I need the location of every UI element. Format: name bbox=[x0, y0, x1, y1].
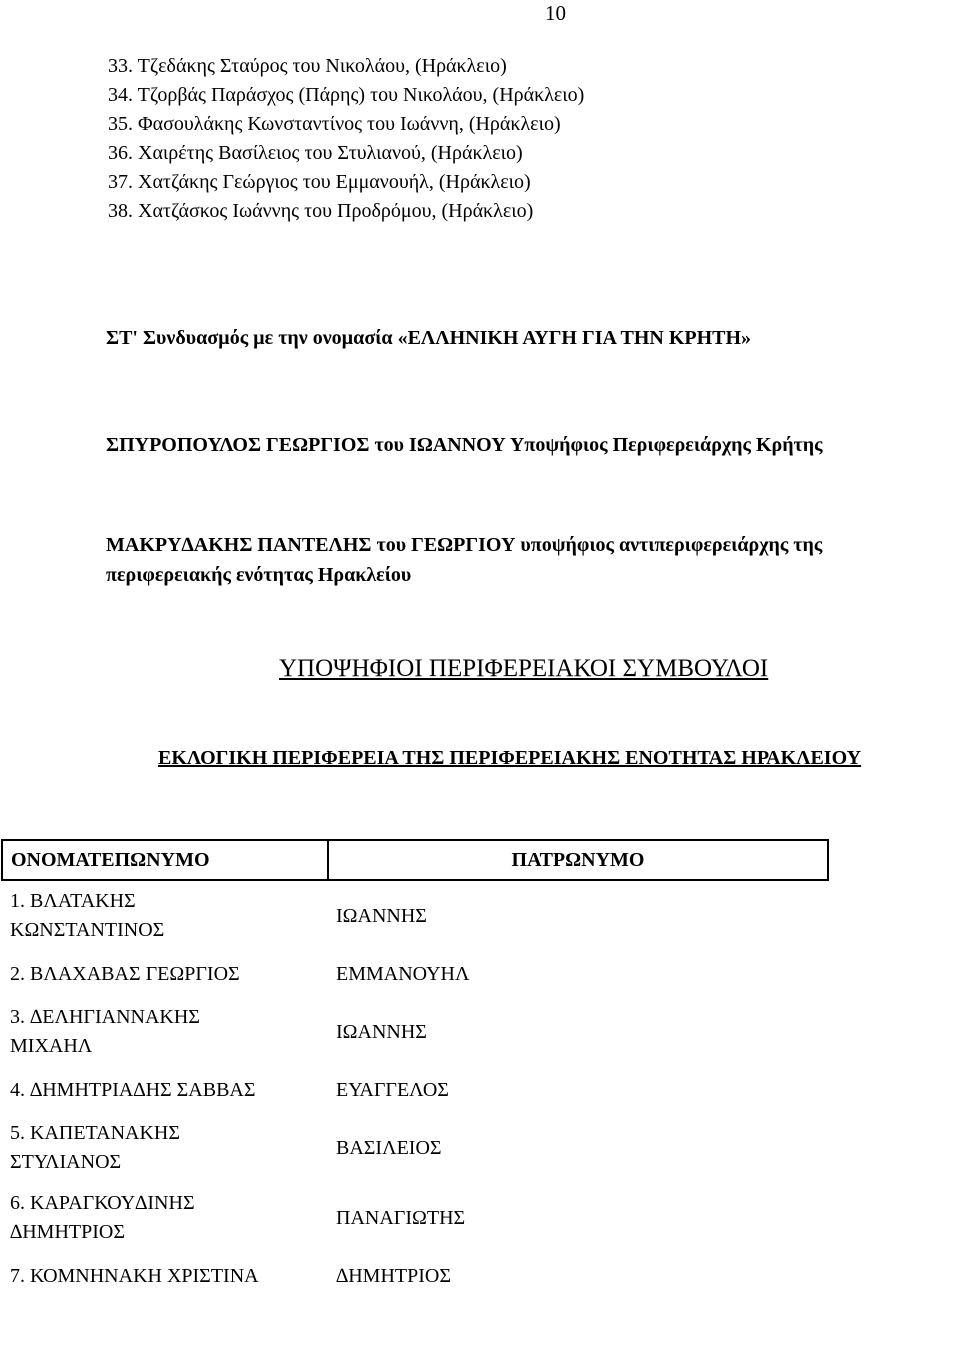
district-title: ΕΚΛΟΓΙΚΗ ΠΕΡΙΦΕΡΕΙΑ ΤΗΣ ΠΕΡΙΦΕΡΕΙΑΚΗΣ ΕΝΟΤΗΤΑΣ ΗΡΑΚΛΕΙΟΥ bbox=[158, 747, 862, 769]
table-row bbox=[2, 951, 828, 997]
vice-governor-line: περιφερειακής ενότητας Ηρακλείου bbox=[106, 564, 412, 586]
vice-governor-candidate bbox=[106, 530, 822, 590]
vice-governor-line: ΜΑΚΡΥ∆ΑΚΗΣ ΠΑΝΤΕΛΗΣ του ΓΕΩΡΓΙΟΥ υποψήφιος αντιπεριφερειάρχης της bbox=[106, 534, 823, 556]
list-item: 36. Χαιρέτης Βασίλειος του Στυλιανού, (Ηράκλειο) bbox=[108, 142, 523, 164]
patronymic-cell: ΙΩΑΝΝΗΣ bbox=[336, 1020, 427, 1043]
table-row bbox=[2, 1253, 828, 1299]
header-patronymic: ΠΑΤΡΩΝΥΜΟ bbox=[328, 840, 828, 880]
patronymic-cell: ΠΑΝΑΓΙΩΤΗΣ bbox=[336, 1206, 466, 1229]
name-cell: 7. ΚΟΜΝΗΝΑΚΗ ΧΡΙΣΤΙΝΑ bbox=[10, 1264, 259, 1287]
list-item: 38. Χατζάσκος Ιωάννης του Προδρόμου, (Ηράκλειο) bbox=[108, 200, 534, 222]
table-row bbox=[2, 1067, 828, 1113]
patronymic-cell: ΙΩΑΝΝΗΣ bbox=[336, 904, 427, 927]
council-candidates-table bbox=[1, 839, 829, 1299]
table-row bbox=[2, 880, 828, 951]
name-cell: 4. ∆ΗΜΗΤΡΙΑ∆ΗΣ ΣΑΒΒΑΣ bbox=[10, 1078, 256, 1101]
patronymic-cell: ΕΜΜΑΝΟΥΗΛ bbox=[336, 962, 470, 985]
table-row bbox=[2, 1183, 828, 1253]
list-item: 33. Τζεδάκης Σταύρος του Νικολάου, (Ηράκλειο) bbox=[108, 55, 507, 77]
section-title: ΥΠΟΨΗΦΙΟΙ ΠΕΡΙΦΕΡΕΙΑΚΟΙ ΣΥΜΒΟΥΛΟΙ bbox=[279, 655, 769, 682]
header-name: ΟΝΟΜΑΤΕΠΩΝΥΜΟ bbox=[2, 840, 328, 880]
page-number: 10 bbox=[545, 1, 566, 25]
patronymic-cell: ΒΑΣΙΛΕΙΟΣ bbox=[336, 1136, 442, 1159]
coalition-heading: ΣΤ' Συνδυασµός µε την ονοµασία «ΕΛΛΗΝΙΚΗ ΑΥΓΗ ΓΙΑ ΤΗΝ ΚΡΗΤΗ» bbox=[106, 327, 752, 349]
name-cell: 5. ΚΑΠΕΤΑΝΑΚΗΣ ΣΤΥΛΙΑΝΟΣ bbox=[10, 1122, 181, 1173]
list-item: 37. Χατζάκης Γεώργιος του Εμμανουήλ, (Ηράκλειο) bbox=[108, 171, 531, 193]
list-item: 34. Τζορβάς Παράσχος (Πάρης) του Νικολάου, (Ηράκλειο) bbox=[108, 84, 585, 106]
regional-governor-candidate: ΣΠΥΡΟΠΟΥΛΟΣ ΓΕΩΡΓΙΟΣ του ΙΩΑΝΝΟΥ Υποψήφιος Περιφερειάρχης Κρήτης bbox=[106, 434, 823, 456]
patronymic-cell: ∆ΗΜΗΤΡΙΟΣ bbox=[336, 1264, 451, 1287]
name-cell: 6. ΚΑΡΑΓΚΟΥ∆ΙΝΗΣ ∆ΗΜΗΤΡΙΟΣ bbox=[10, 1192, 195, 1243]
name-cell: 3. ∆ΕΛΗΓΙΑΝΝΑΚΗΣ ΜΙΧΑΗΛ bbox=[10, 1006, 200, 1057]
table-row bbox=[2, 997, 828, 1067]
table-row bbox=[2, 1113, 828, 1183]
candidate-list bbox=[108, 52, 584, 226]
list-item: 35. Φασουλάκης Κωνσταντίνος του Ιωάννη, (Ηράκλειο) bbox=[108, 113, 561, 135]
patronymic-cell: ΕΥΑΓΓΕΛΟΣ bbox=[336, 1078, 449, 1101]
table-header-row bbox=[2, 840, 828, 880]
name-cell: 2. ΒΛΑΧΑΒΑΣ ΓΕΩΡΓΙΟΣ bbox=[10, 962, 240, 985]
name-cell: 1. ΒΛΑΤΑΚΗΣ ΚΩΝΣΤΑΝΤΙΝΟΣ bbox=[10, 890, 165, 941]
